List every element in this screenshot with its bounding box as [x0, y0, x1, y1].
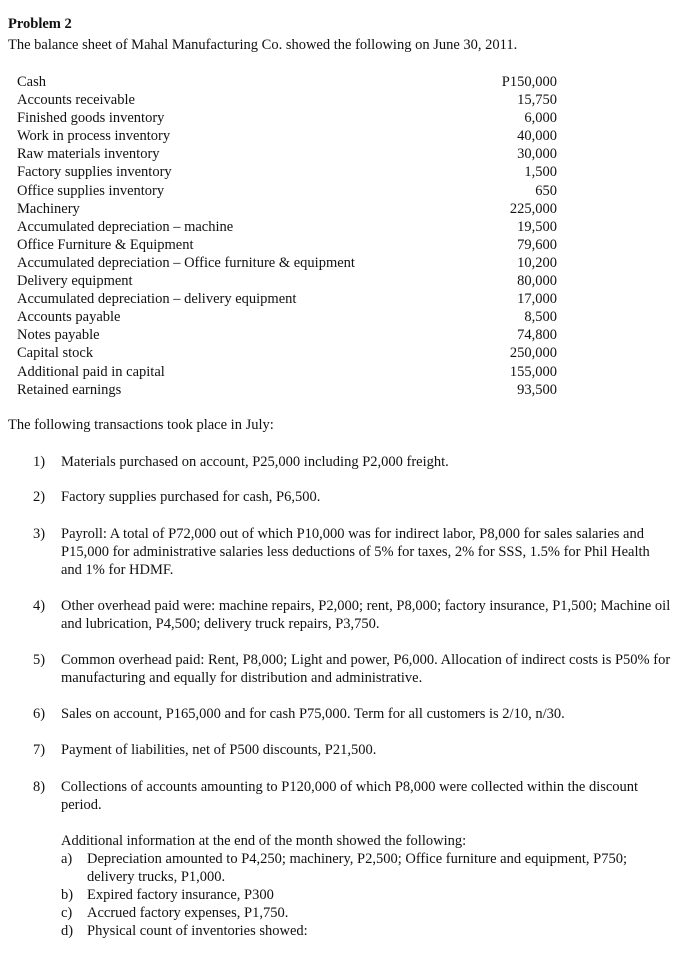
transaction-text: Other overhead paid were: machine repairs, P2,000; rent, P8,000; factory insurance, P1,500; Machine oil and lubrication, P4,500; delivery truck repairs, P3,750. — [61, 598, 671, 632]
account-label: Accumulated depreciation – machine — [17, 218, 234, 235]
balance-sheet-row — [17, 344, 557, 362]
account-label: Accumulated depreciation – Office furniture & equipment — [17, 254, 355, 271]
balance-sheet-row — [17, 145, 557, 163]
balance-sheet-row — [17, 290, 557, 308]
transaction-number: 1) — [33, 454, 46, 470]
transaction-number: 5) — [33, 652, 46, 668]
transaction-text: Payroll: A total of P72,000 out of which P10,000 was for indirect labor, P8,000 for sales salaries and P15,000 for administrative salaries less deductions of 5% for taxes, 2% for SSS, 1.5% for Phil Health and 1% for HDMF. — [61, 526, 650, 578]
balance-sheet-row — [17, 91, 557, 109]
transaction-item — [33, 651, 673, 687]
account-label: Accounts payable — [17, 309, 121, 326]
transaction-number: 6) — [33, 706, 46, 722]
balance-sheet-row — [17, 109, 557, 127]
account-label: Additional paid in capital — [17, 363, 165, 380]
transaction-number: 8) — [33, 779, 46, 795]
account-amount: 8,500 — [524, 309, 557, 326]
transaction-number: 4) — [33, 598, 46, 614]
account-amount: 17,000 — [517, 291, 557, 308]
additional-item — [61, 922, 676, 940]
account-amount: 30,000 — [517, 146, 557, 163]
account-amount: 10,200 — [517, 254, 557, 271]
account-amount: 80,000 — [517, 273, 557, 290]
account-label: Finished goods inventory — [17, 110, 165, 127]
transaction-text: Common overhead paid: Rent, P8,000; Light and power, P6,000. Allocation of indirect costs is P50% for manufacturing and equally for distribution and administrative. — [61, 652, 671, 686]
item-letter: a) — [61, 851, 73, 867]
account-label: Delivery equipment — [17, 273, 133, 290]
account-amount: 74,800 — [517, 327, 557, 344]
item-letter: d) — [61, 923, 74, 939]
item-text: Depreciation amounted to P4,250; machinery, P2,500; Office furniture and equipment, P750; delivery trucks, P1,000. — [87, 851, 628, 885]
account-label: Notes payable — [17, 327, 100, 344]
transaction-item — [33, 525, 673, 579]
balance-sheet-row — [17, 236, 557, 254]
transaction-text: Factory supplies purchased for cash, P6,500. — [61, 489, 321, 505]
account-amount: P150,000 — [501, 74, 557, 90]
additional-info-intro: Additional information at the end of the month showed the following: — [61, 833, 467, 849]
balance-sheet-row — [17, 73, 557, 91]
transaction-number: 3) — [33, 526, 46, 542]
account-amount: 79,600 — [517, 236, 557, 253]
account-label: Work in process inventory — [17, 128, 171, 145]
transaction-number: 7) — [33, 742, 46, 758]
item-letter: b) — [61, 887, 74, 903]
account-label: Accounts receivable — [17, 92, 135, 109]
account-amount: 225,000 — [509, 200, 557, 217]
transaction-item — [33, 741, 673, 759]
transaction-text: Payment of liabilities, net of P500 discounts, P21,500. — [61, 742, 377, 758]
balance-sheet — [17, 73, 557, 399]
balance-sheet-row — [17, 127, 557, 145]
account-label: Raw materials inventory — [17, 146, 160, 163]
transaction-item — [33, 488, 673, 506]
item-text: Expired factory insurance, P300 — [87, 887, 274, 903]
additional-item — [61, 904, 676, 922]
account-amount: 19,500 — [517, 218, 557, 235]
balance-sheet-row — [17, 308, 557, 326]
account-amount: 650 — [535, 182, 557, 199]
transaction-item — [33, 705, 673, 723]
transaction-text: Sales on account, P165,000 and for cash P75,000. Term for all customers is 2/10, n/30. — [61, 706, 565, 722]
account-label: Cash — [17, 74, 46, 90]
transaction-item — [33, 597, 673, 633]
transactions-intro: The following transactions took place in July: — [8, 417, 274, 433]
item-text: Accrued factory expenses, P1,750. — [87, 905, 289, 921]
transaction-item — [33, 778, 673, 814]
account-label: Accumulated depreciation – delivery equipment — [17, 291, 297, 308]
problem-title: Problem 2 — [8, 16, 72, 32]
account-label: Office supplies inventory — [17, 182, 165, 199]
intro-text: The balance sheet of Mahal Manufacturing Co. showed the following on June 30, 2011. — [8, 37, 518, 53]
balance-sheet-row — [17, 272, 557, 290]
additional-item — [61, 886, 676, 904]
transaction-text: Materials purchased on account, P25,000 including P2,000 freight. — [61, 454, 449, 470]
transaction-text: Collections of accounts amounting to P120,000 of which P8,000 were collected within the discount period. — [61, 779, 639, 813]
balance-sheet-row — [17, 163, 557, 181]
account-amount: 250,000 — [509, 345, 557, 362]
account-amount: 1,500 — [524, 164, 557, 181]
transaction-item — [33, 453, 673, 471]
account-label: Factory supplies inventory — [17, 164, 172, 181]
balance-sheet-row — [17, 326, 557, 344]
account-amount: 40,000 — [517, 128, 557, 145]
balance-sheet-row — [17, 254, 557, 272]
item-text: Physical count of inventories showed: — [87, 923, 308, 939]
balance-sheet-row — [17, 218, 557, 236]
account-label: Machinery — [17, 200, 80, 217]
balance-sheet-row — [17, 363, 557, 381]
account-amount: 6,000 — [524, 110, 557, 127]
account-amount: 15,750 — [517, 92, 557, 109]
account-label: Capital stock — [17, 345, 94, 362]
item-letter: c) — [61, 905, 73, 921]
transaction-number: 2) — [33, 489, 46, 505]
account-label: Retained earnings — [17, 381, 122, 398]
balance-sheet-row — [17, 182, 557, 200]
account-label: Office Furniture & Equipment — [17, 236, 194, 253]
additional-item — [61, 850, 676, 886]
balance-sheet-row — [17, 381, 557, 399]
account-amount: 93,500 — [517, 381, 557, 398]
balance-sheet-row — [17, 200, 557, 218]
account-amount: 155,000 — [509, 363, 557, 380]
